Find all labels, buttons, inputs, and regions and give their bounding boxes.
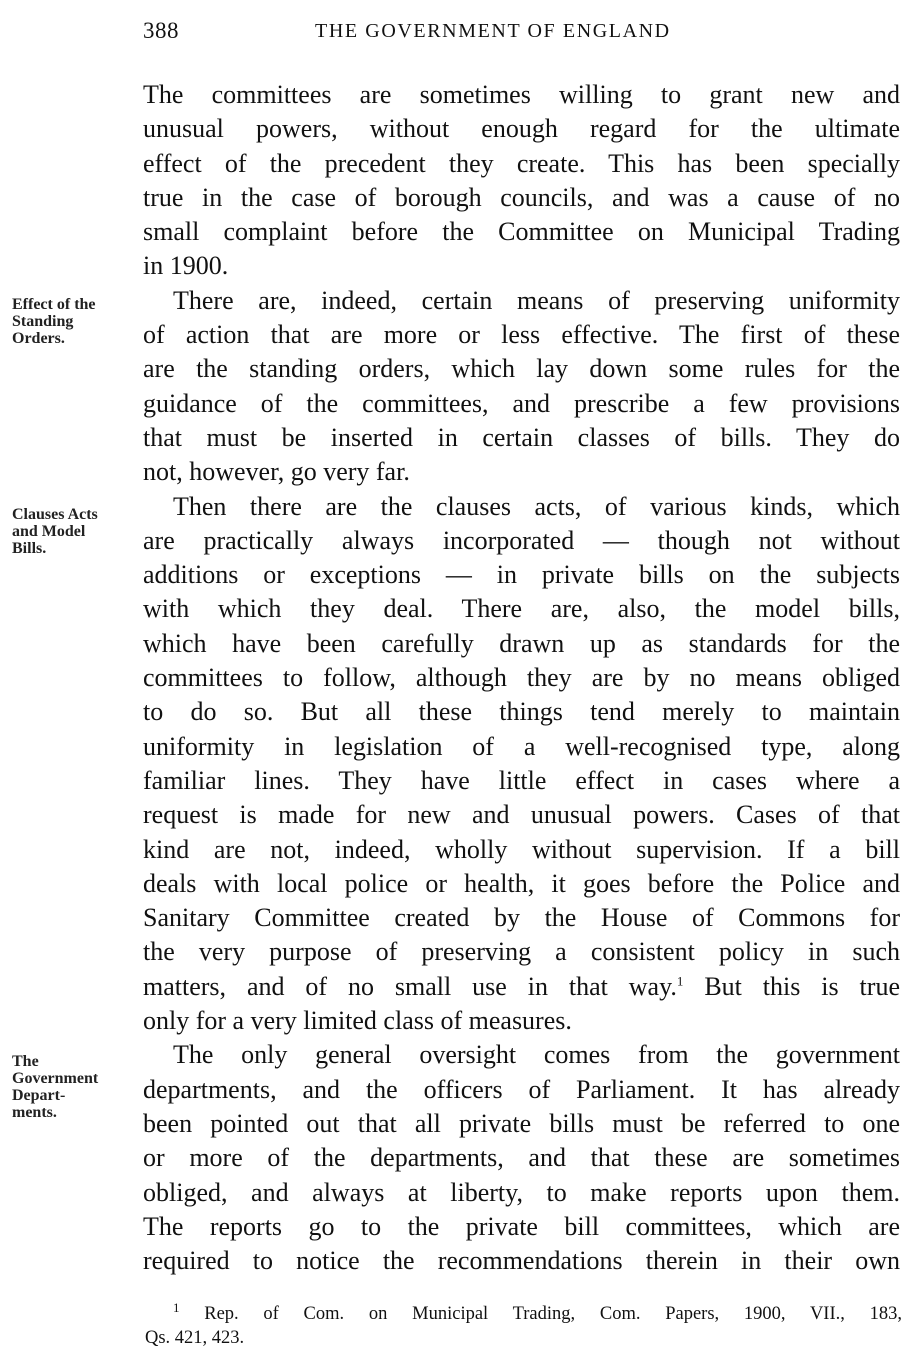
text-line: small complaint before the Committee on Municipal Trading bbox=[143, 217, 900, 247]
text-line: obliged, and always at liberty, to make reports upon them. bbox=[143, 1177, 900, 1207]
text-line: additions or exceptions — in private bills on the subjects bbox=[143, 560, 900, 590]
text-line: been pointed out that all private bills must be referred to one bbox=[143, 1108, 900, 1138]
footnote-line: $^1$ Rep. of Com. on Municipal Trading, Com. Papers, 1900, VII., 183, bbox=[173, 1299, 902, 1324]
text-line: The only general oversight comes from the government bbox=[173, 1040, 900, 1070]
page-number: 388 bbox=[143, 18, 179, 43]
text-line: unusual powers, without enough regard for the ultimate bbox=[143, 114, 900, 144]
text-line: not, however, go very far. bbox=[143, 457, 410, 487]
text-line: are practically always incorporated — though not without bbox=[143, 525, 900, 555]
text-line: kind are not, indeed, wholly without supervision. If a bill bbox=[143, 834, 900, 864]
text-line: with which they deal. There are, also, the model bills, bbox=[143, 594, 900, 624]
sidenote-government-departments: The Government Depart- ments. bbox=[12, 1053, 99, 1121]
text-line: only for a very limited class of measures. bbox=[143, 1006, 572, 1036]
text-line: to do so. But all these things tend merely to maintain bbox=[143, 697, 900, 727]
sidenote-clauses-acts: Clauses Acts and Model Bills. bbox=[12, 506, 98, 557]
text-line: which have been carefully drawn up as standards for the bbox=[143, 628, 900, 658]
text-line: in 1900. bbox=[143, 251, 229, 281]
footnote-marker: 1 bbox=[676, 973, 684, 989]
text-line: true in the case of borough councils, and was a cause of no bbox=[143, 182, 900, 212]
text-line: request is made for new and unusual powers. Cases of that bbox=[143, 800, 900, 830]
text-line: There are, indeed, certain means of preserving uniformity bbox=[173, 285, 900, 315]
footnote-line: Qs. 421, 423. bbox=[145, 1328, 245, 1348]
sidenote-standing-orders: Effect of the Standing Orders. bbox=[12, 296, 96, 347]
text-line: guidance of the committees, and prescribe a few provisions bbox=[143, 388, 900, 418]
page-header bbox=[143, 18, 903, 48]
text-line: The committees are sometimes willing to grant new and bbox=[143, 80, 900, 109]
text-line: committees to follow, although they are by no means obliged bbox=[143, 663, 900, 693]
text-line: are the standing orders, which lay down some rules for the bbox=[143, 354, 900, 384]
text-line: Sanitary Committee created by the House of Commons for bbox=[143, 903, 900, 933]
text-line: familiar lines. They have little effect in cases where a bbox=[143, 765, 900, 795]
body-text bbox=[143, 78, 900, 1278]
text-line: that must be inserted in certain classes of bills. They do bbox=[143, 422, 900, 452]
text-line: of action that are more or less effective. The first of these bbox=[143, 320, 900, 350]
text-line: departments, and the officers of Parliament. It has already bbox=[143, 1074, 900, 1104]
text-line: effect of the precedent they create. This has been specially bbox=[143, 148, 900, 178]
text-line: the very purpose of preserving a consistent policy in such bbox=[143, 937, 900, 967]
text-line: deals with local police or health, it goes before the Police and bbox=[143, 868, 900, 898]
text-line: or more of the departments, and that these are sometimes bbox=[143, 1143, 900, 1173]
text-line: Then there are the clauses acts, of various kinds, which bbox=[173, 491, 900, 521]
footnote-number: 1 bbox=[173, 1299, 180, 1315]
footnote bbox=[145, 1299, 902, 1350]
text-line: The reports go to the private bill committees, which are bbox=[143, 1211, 900, 1241]
text-line: required to notice the recommendations therein in their own bbox=[143, 1246, 900, 1276]
running-head: THE GOVERNMENT OF ENGLAND bbox=[315, 20, 671, 42]
text-line-with-footnote: matters, and of no small use in that way.$^1$ But this is true bbox=[143, 971, 900, 1001]
text-line: uniformity in legislation of a well-recognised type, along bbox=[143, 731, 900, 761]
